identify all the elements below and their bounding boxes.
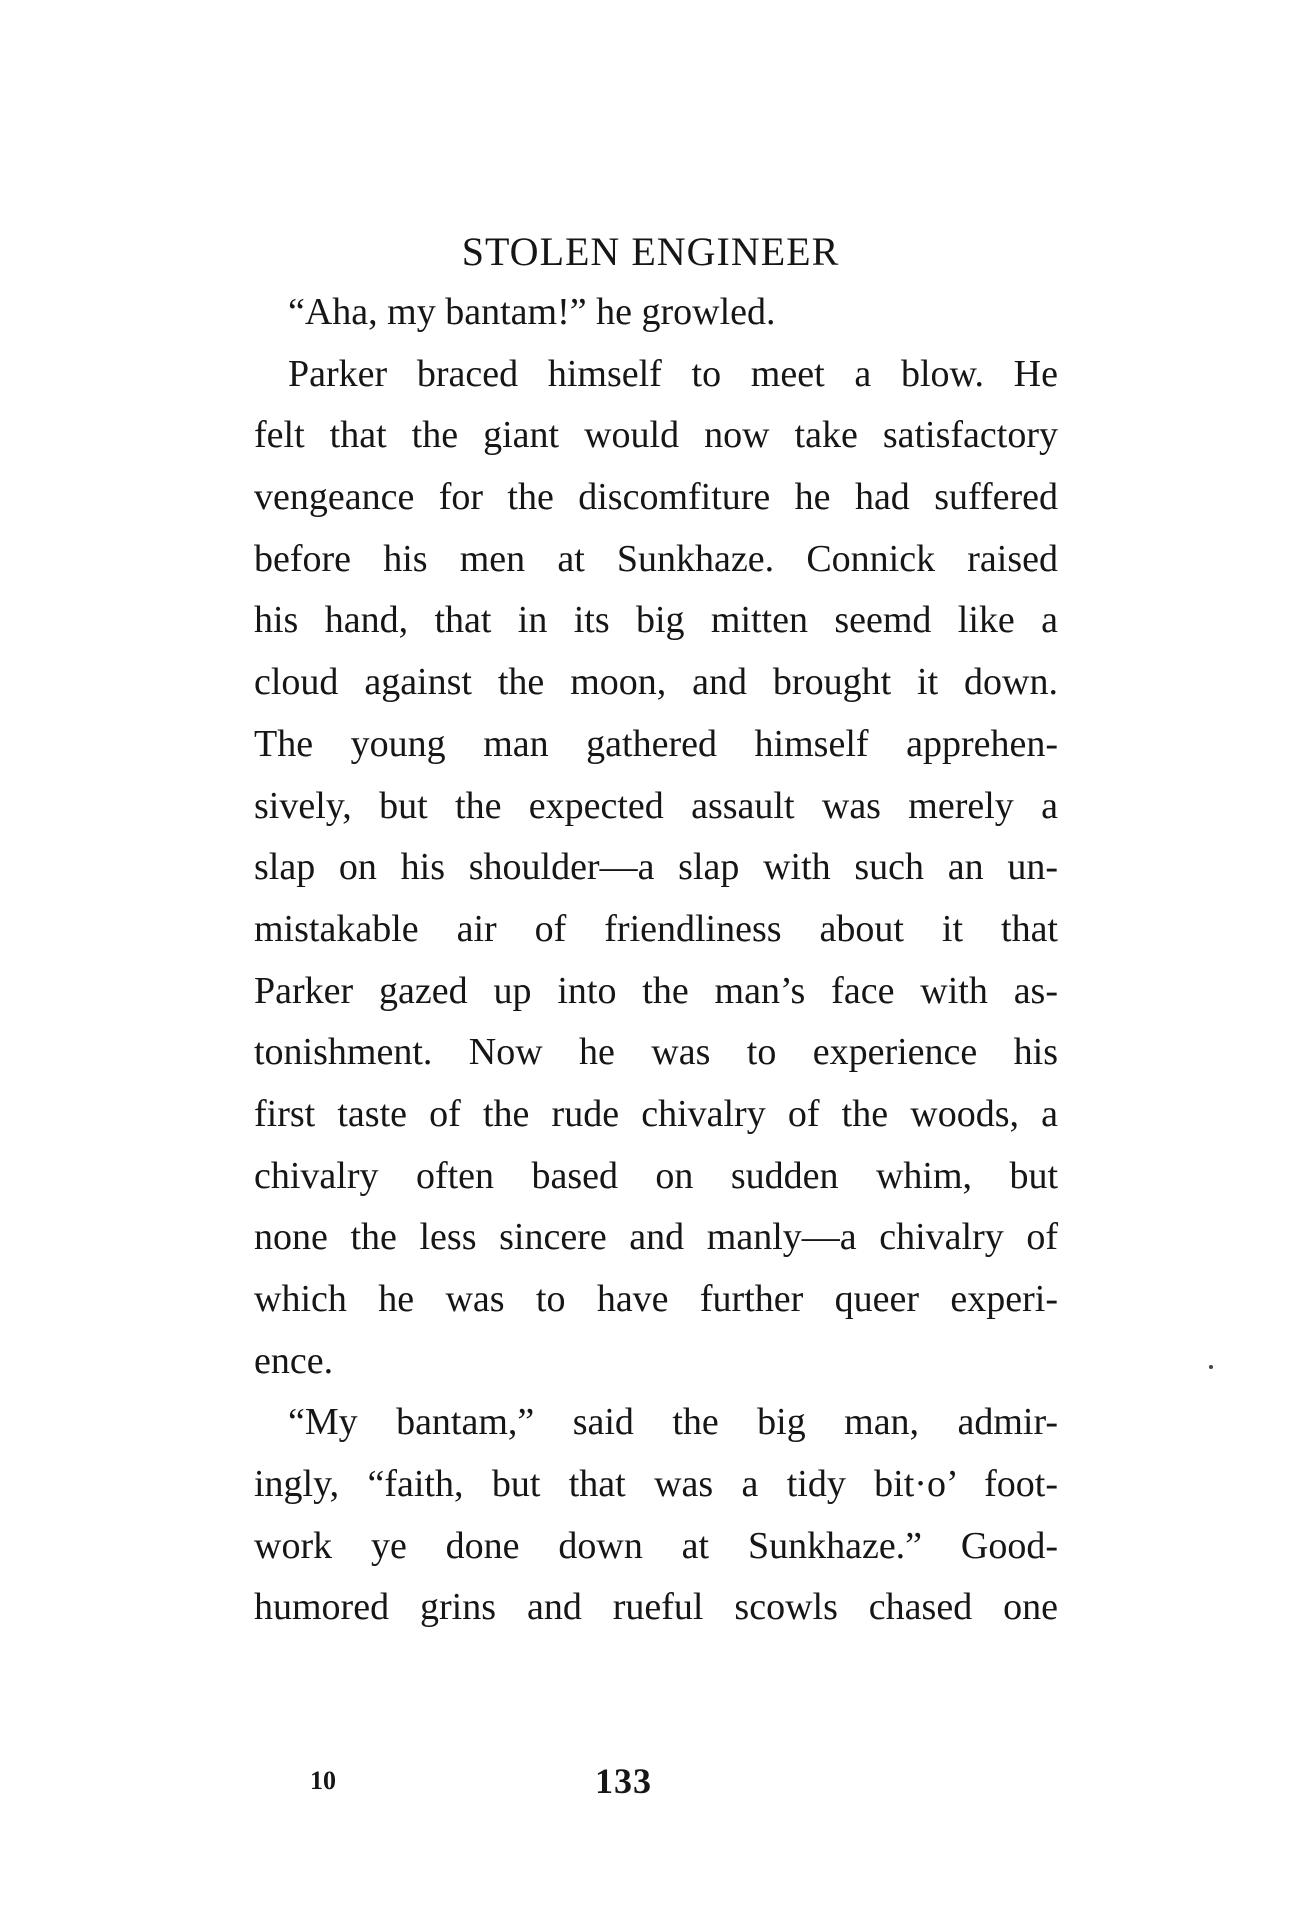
text-line: tonishment. Now he was to experience his xyxy=(254,1031,1058,1074)
running-title: STOLEN ENGINEER xyxy=(461,229,840,274)
paragraph xyxy=(254,1392,1058,1639)
text-line: cloud against the moon, and brought it down. xyxy=(254,661,1058,704)
paragraph xyxy=(254,282,1058,344)
page-footer xyxy=(0,1760,1301,1820)
text-line: mistakable air of friendliness about it that xyxy=(254,907,1058,950)
page-number: 133 xyxy=(595,1761,652,1801)
text-line: his hand, that in its big mitten seemd like a xyxy=(254,599,1058,642)
text-line: “Aha, my bantam!” he growled. xyxy=(288,291,776,333)
text-line: which he was to have further queer experi- xyxy=(254,1278,1058,1320)
text-line: Parker gazed up into the man’s face with as- xyxy=(254,969,1058,1012)
print-speck xyxy=(1209,1365,1213,1369)
text-line: ingly, “faith, but that was a tidy bit·o’ foot- xyxy=(254,1463,1058,1506)
text-line: slap on his shoulder—a slap with such an un- xyxy=(254,846,1058,889)
text-line: vengeance for the discomfiture he had suffered xyxy=(254,476,1058,519)
text-line: sively, but the expected assault was merely a xyxy=(254,784,1058,827)
text-line: Parker braced himself to meet a blow. He xyxy=(288,352,1058,395)
text-line: first taste of the rude chivalry of the woods, a xyxy=(254,1092,1058,1135)
text-line: work ye done down at Sunkhaze.” Good- xyxy=(254,1524,1058,1567)
text-line: ence. xyxy=(254,1339,334,1382)
text-line: felt that the giant would now take satisfactory xyxy=(254,414,1058,457)
text-line: humored grins and rueful scowls chased one xyxy=(254,1586,1058,1629)
text-line: before his men at Sunkhaze. Connick raised xyxy=(254,537,1058,580)
paragraph xyxy=(254,344,1058,1393)
body-text xyxy=(254,282,1058,1639)
text-line: The young man gathered himself apprehen- xyxy=(254,722,1058,765)
text-line: “My bantam,” said the big man, admir- xyxy=(288,1401,1058,1444)
text-line: chivalry often based on sudden whim, but xyxy=(254,1154,1058,1197)
signature-mark: 10 xyxy=(310,1766,336,1795)
text-line: none the less sincere and manly—a chivalry of xyxy=(254,1216,1058,1259)
